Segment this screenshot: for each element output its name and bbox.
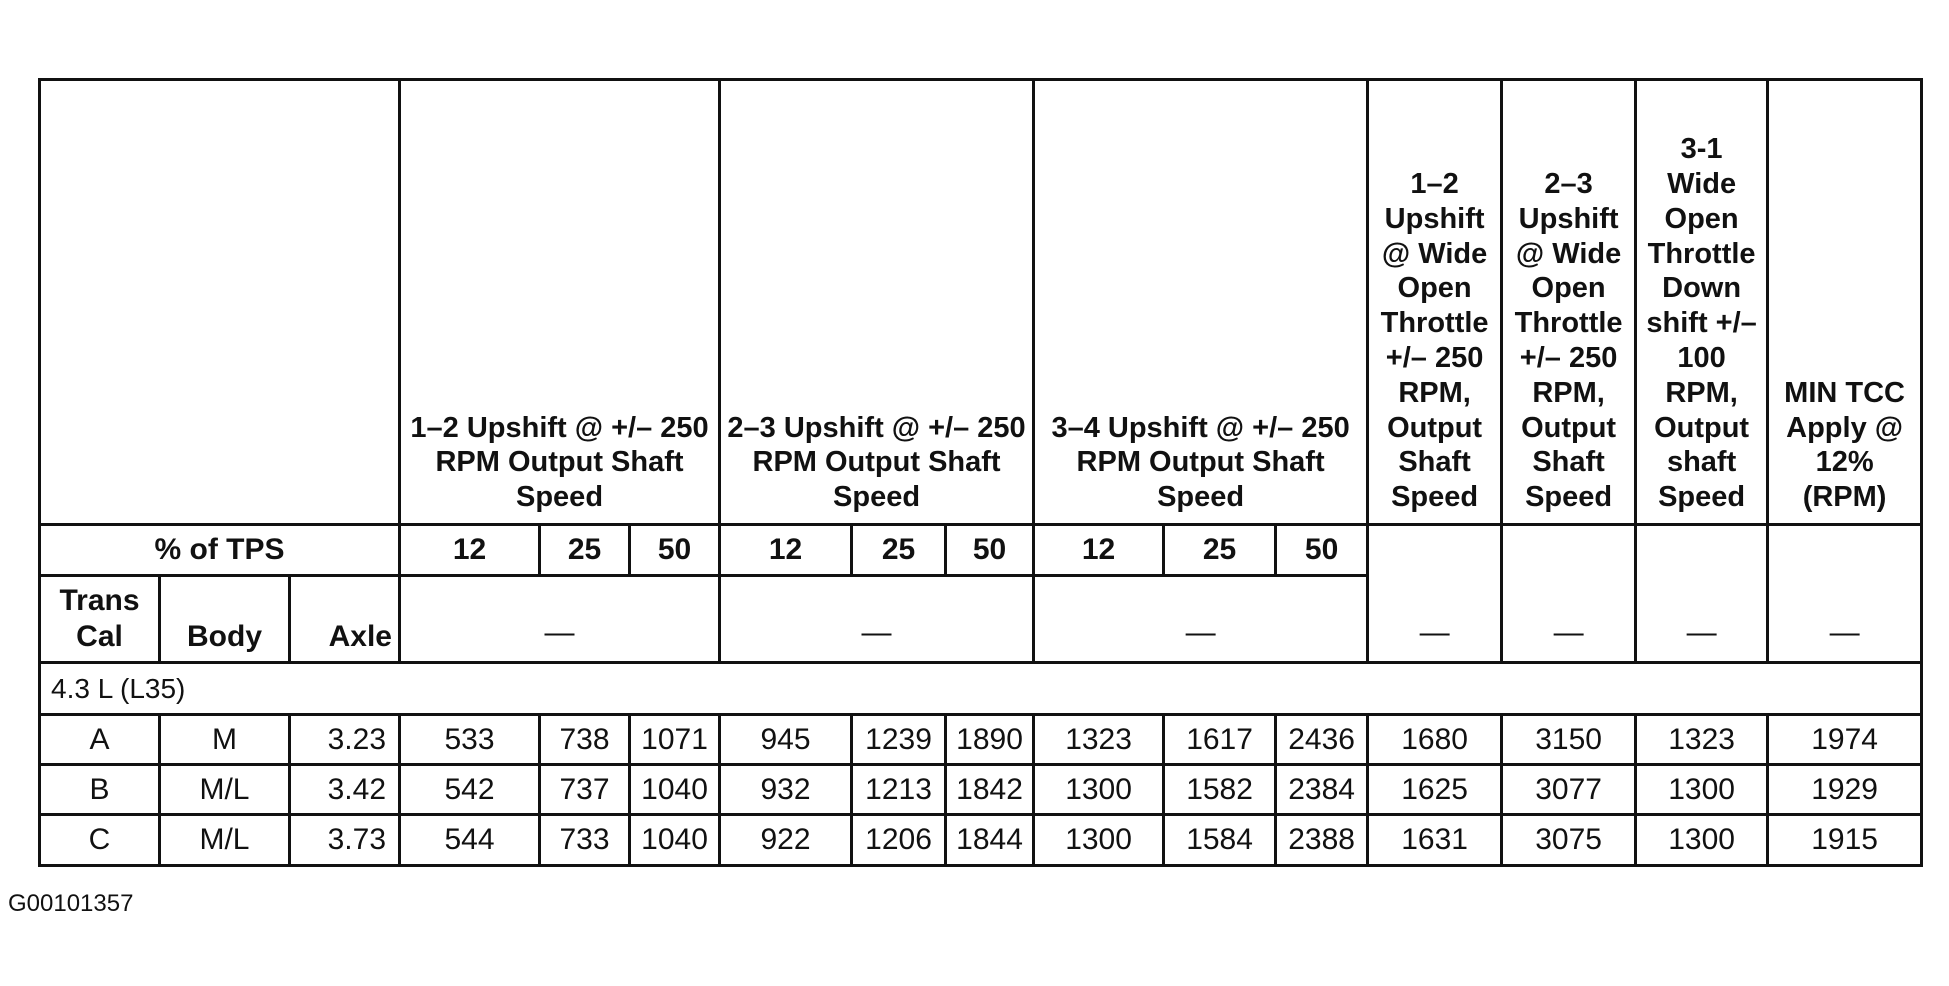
value-cell: 733 bbox=[540, 815, 630, 866]
dash-cell: — bbox=[1636, 525, 1768, 663]
value-cell: 922 bbox=[720, 815, 852, 866]
tps-label: % of TPS bbox=[40, 525, 400, 576]
value-cell: 3077 bbox=[1502, 765, 1636, 815]
tps-value: 12 bbox=[400, 525, 540, 576]
axle-label: Axle bbox=[290, 576, 400, 663]
value-cell: 1300 bbox=[1636, 815, 1768, 866]
value-cell: 2436 bbox=[1276, 715, 1368, 765]
tps-value: 25 bbox=[540, 525, 630, 576]
value-cell: 1239 bbox=[852, 715, 946, 765]
dash-cell: — bbox=[1502, 525, 1636, 663]
table-row bbox=[40, 815, 1922, 866]
value-cell: 1915 bbox=[1768, 815, 1922, 866]
value-cell: 1300 bbox=[1034, 765, 1164, 815]
value-cell: 544 bbox=[400, 815, 540, 866]
value-cell: 932 bbox=[720, 765, 852, 815]
engine-row bbox=[40, 663, 1922, 715]
engine-label: 4.3 L (L35) bbox=[40, 663, 1922, 715]
value-cell: 542 bbox=[400, 765, 540, 815]
tps-value: 25 bbox=[1164, 525, 1276, 576]
body-cell: M bbox=[160, 715, 290, 765]
dash-cell: — bbox=[1768, 525, 1922, 663]
value-cell: 1844 bbox=[946, 815, 1034, 866]
figure-code: G00101357 bbox=[8, 890, 134, 917]
value-cell: 1631 bbox=[1368, 815, 1502, 866]
shift-speed-table bbox=[38, 78, 1923, 867]
value-cell: 533 bbox=[400, 715, 540, 765]
tps-value: 12 bbox=[720, 525, 852, 576]
value-cell: 737 bbox=[540, 765, 630, 815]
value-cell: 3150 bbox=[1502, 715, 1636, 765]
value-cell: 1323 bbox=[1034, 715, 1164, 765]
tps-row bbox=[40, 525, 1922, 576]
trans-cal-cell: C bbox=[40, 815, 160, 866]
header-blank-cell bbox=[40, 80, 400, 525]
value-cell: 1584 bbox=[1164, 815, 1276, 866]
value-cell: 2384 bbox=[1276, 765, 1368, 815]
table-row bbox=[40, 765, 1922, 815]
value-cell: 1206 bbox=[852, 815, 946, 866]
value-cell: 1071 bbox=[630, 715, 720, 765]
value-cell: 1213 bbox=[852, 765, 946, 815]
tps-value: 50 bbox=[1276, 525, 1368, 576]
value-cell: 945 bbox=[720, 715, 852, 765]
tps-value: 50 bbox=[946, 525, 1034, 576]
value-cell: 1842 bbox=[946, 765, 1034, 815]
min-tcc-apply-header: MIN TCC Apply @ 12% (RPM) bbox=[1768, 80, 1922, 525]
wot-3-1-downshift-header: 3-1 Wide Open Throttle Down shift +/– 100 RPM, Output shaft Speed bbox=[1636, 80, 1768, 525]
upshift-1-2-header: 1–2 Upshift @ +/– 250 RPM Output Shaft Speed bbox=[400, 80, 720, 525]
value-cell: 738 bbox=[540, 715, 630, 765]
value-cell: 1890 bbox=[946, 715, 1034, 765]
wot-1-2-header: 1–2 Upshift @ Wide Open Throttle +/– 250 RPM, Output Shaft Speed bbox=[1368, 80, 1502, 525]
dash-cell: — bbox=[720, 576, 1034, 663]
dash-cell: — bbox=[400, 576, 720, 663]
wot-2-3-header: 2–3 Upshift @ Wide Open Throttle +/– 250 RPM, Output Shaft Speed bbox=[1502, 80, 1636, 525]
body-cell: M/L bbox=[160, 815, 290, 866]
value-cell: 3075 bbox=[1502, 815, 1636, 866]
value-cell: 1929 bbox=[1768, 765, 1922, 815]
value-cell: 2388 bbox=[1276, 815, 1368, 866]
upshift-3-4-header: 3–4 Upshift @ +/– 250 RPM Output Shaft Speed bbox=[1034, 80, 1368, 525]
tps-value: 25 bbox=[852, 525, 946, 576]
value-cell: 1040 bbox=[630, 815, 720, 866]
upshift-2-3-header: 2–3 Upshift @ +/– 250 RPM Output Shaft Speed bbox=[720, 80, 1034, 525]
value-cell: 1617 bbox=[1164, 715, 1276, 765]
trans-cal-label: Trans Cal bbox=[40, 576, 160, 663]
value-cell: 1625 bbox=[1368, 765, 1502, 815]
axle-cell: 3.73 bbox=[290, 815, 400, 866]
value-cell: 1300 bbox=[1636, 765, 1768, 815]
axle-cell: 3.23 bbox=[290, 715, 400, 765]
tps-value: 50 bbox=[630, 525, 720, 576]
value-cell: 1974 bbox=[1768, 715, 1922, 765]
trans-cal-cell: A bbox=[40, 715, 160, 765]
body-label: Body bbox=[160, 576, 290, 663]
trans-cal-cell: B bbox=[40, 765, 160, 815]
body-cell: M/L bbox=[160, 765, 290, 815]
value-cell: 1680 bbox=[1368, 715, 1502, 765]
value-cell: 1300 bbox=[1034, 815, 1164, 866]
tps-value: 12 bbox=[1034, 525, 1164, 576]
header-row bbox=[40, 80, 1922, 525]
dash-cell: — bbox=[1034, 576, 1368, 663]
axle-cell: 3.42 bbox=[290, 765, 400, 815]
table-row bbox=[40, 715, 1922, 765]
value-cell: 1040 bbox=[630, 765, 720, 815]
value-cell: 1582 bbox=[1164, 765, 1276, 815]
value-cell: 1323 bbox=[1636, 715, 1768, 765]
dash-cell: — bbox=[1368, 525, 1502, 663]
